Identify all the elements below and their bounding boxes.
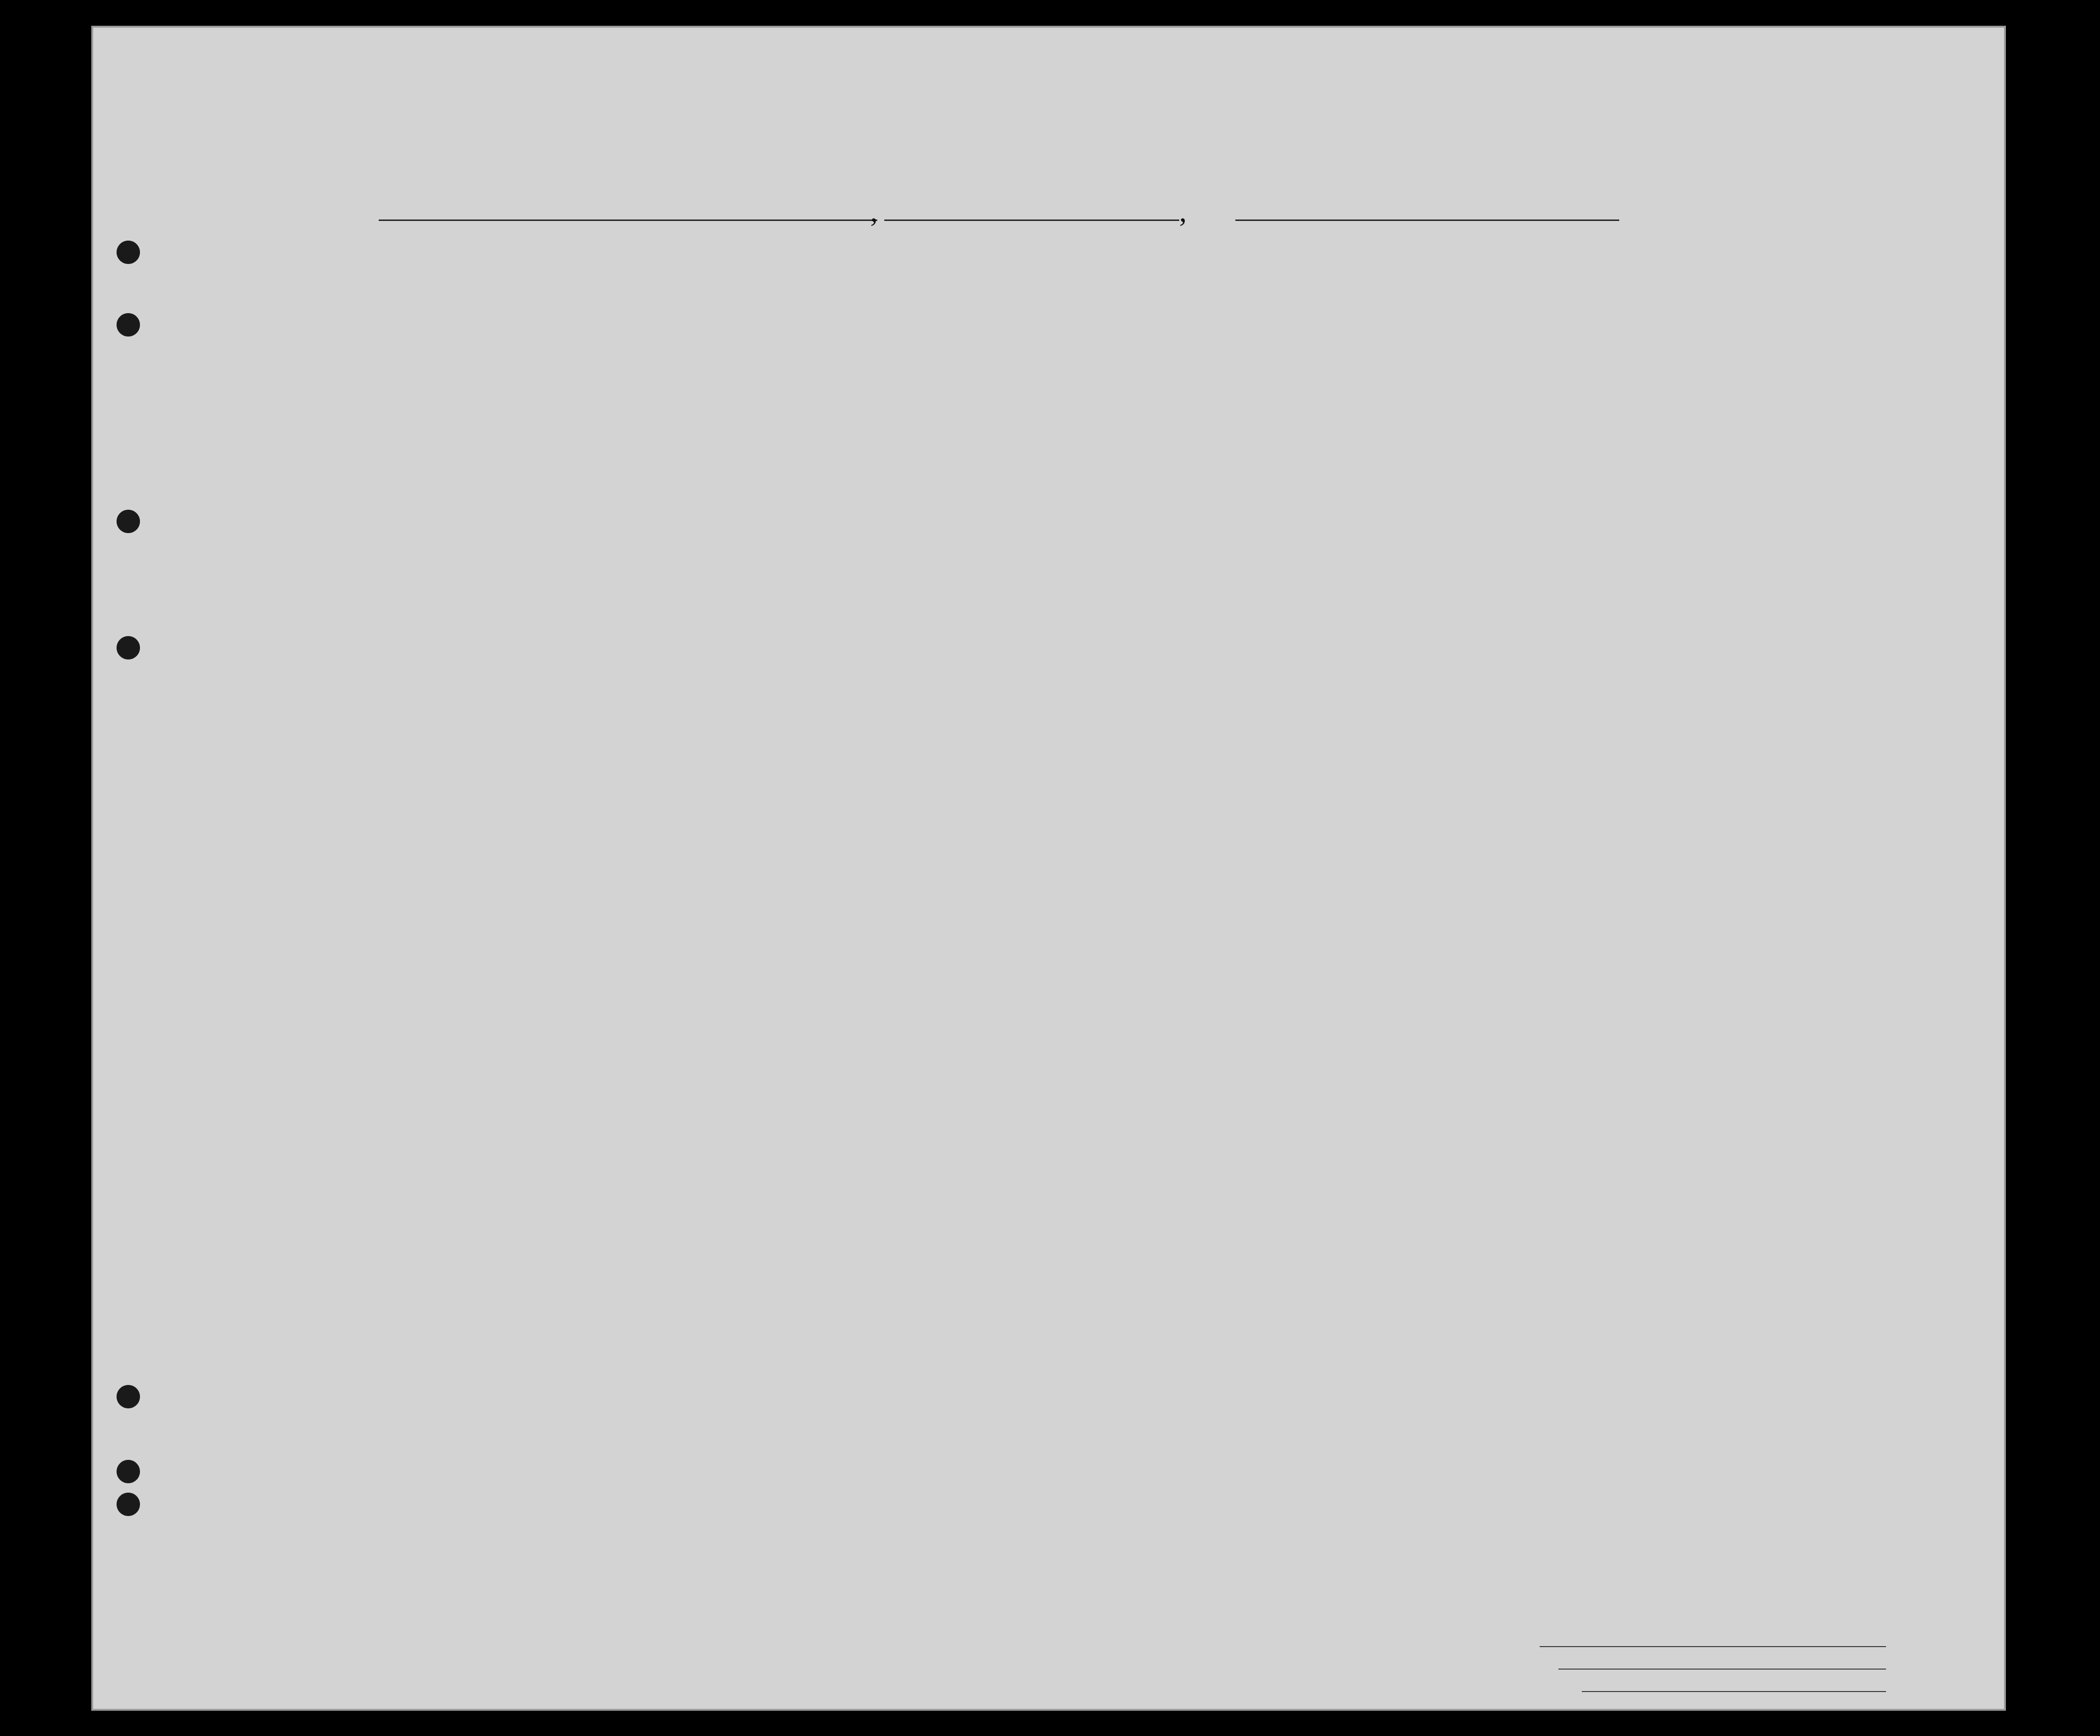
table-grid	[93, 28, 2004, 1709]
comma: ,	[1179, 195, 1187, 228]
agents-field	[1582, 1691, 1886, 1692]
comma: ,	[870, 195, 878, 228]
manifest-sheet	[91, 26, 2006, 1711]
line-field	[1540, 1646, 1886, 1647]
owners-field	[1558, 1669, 1886, 1670]
